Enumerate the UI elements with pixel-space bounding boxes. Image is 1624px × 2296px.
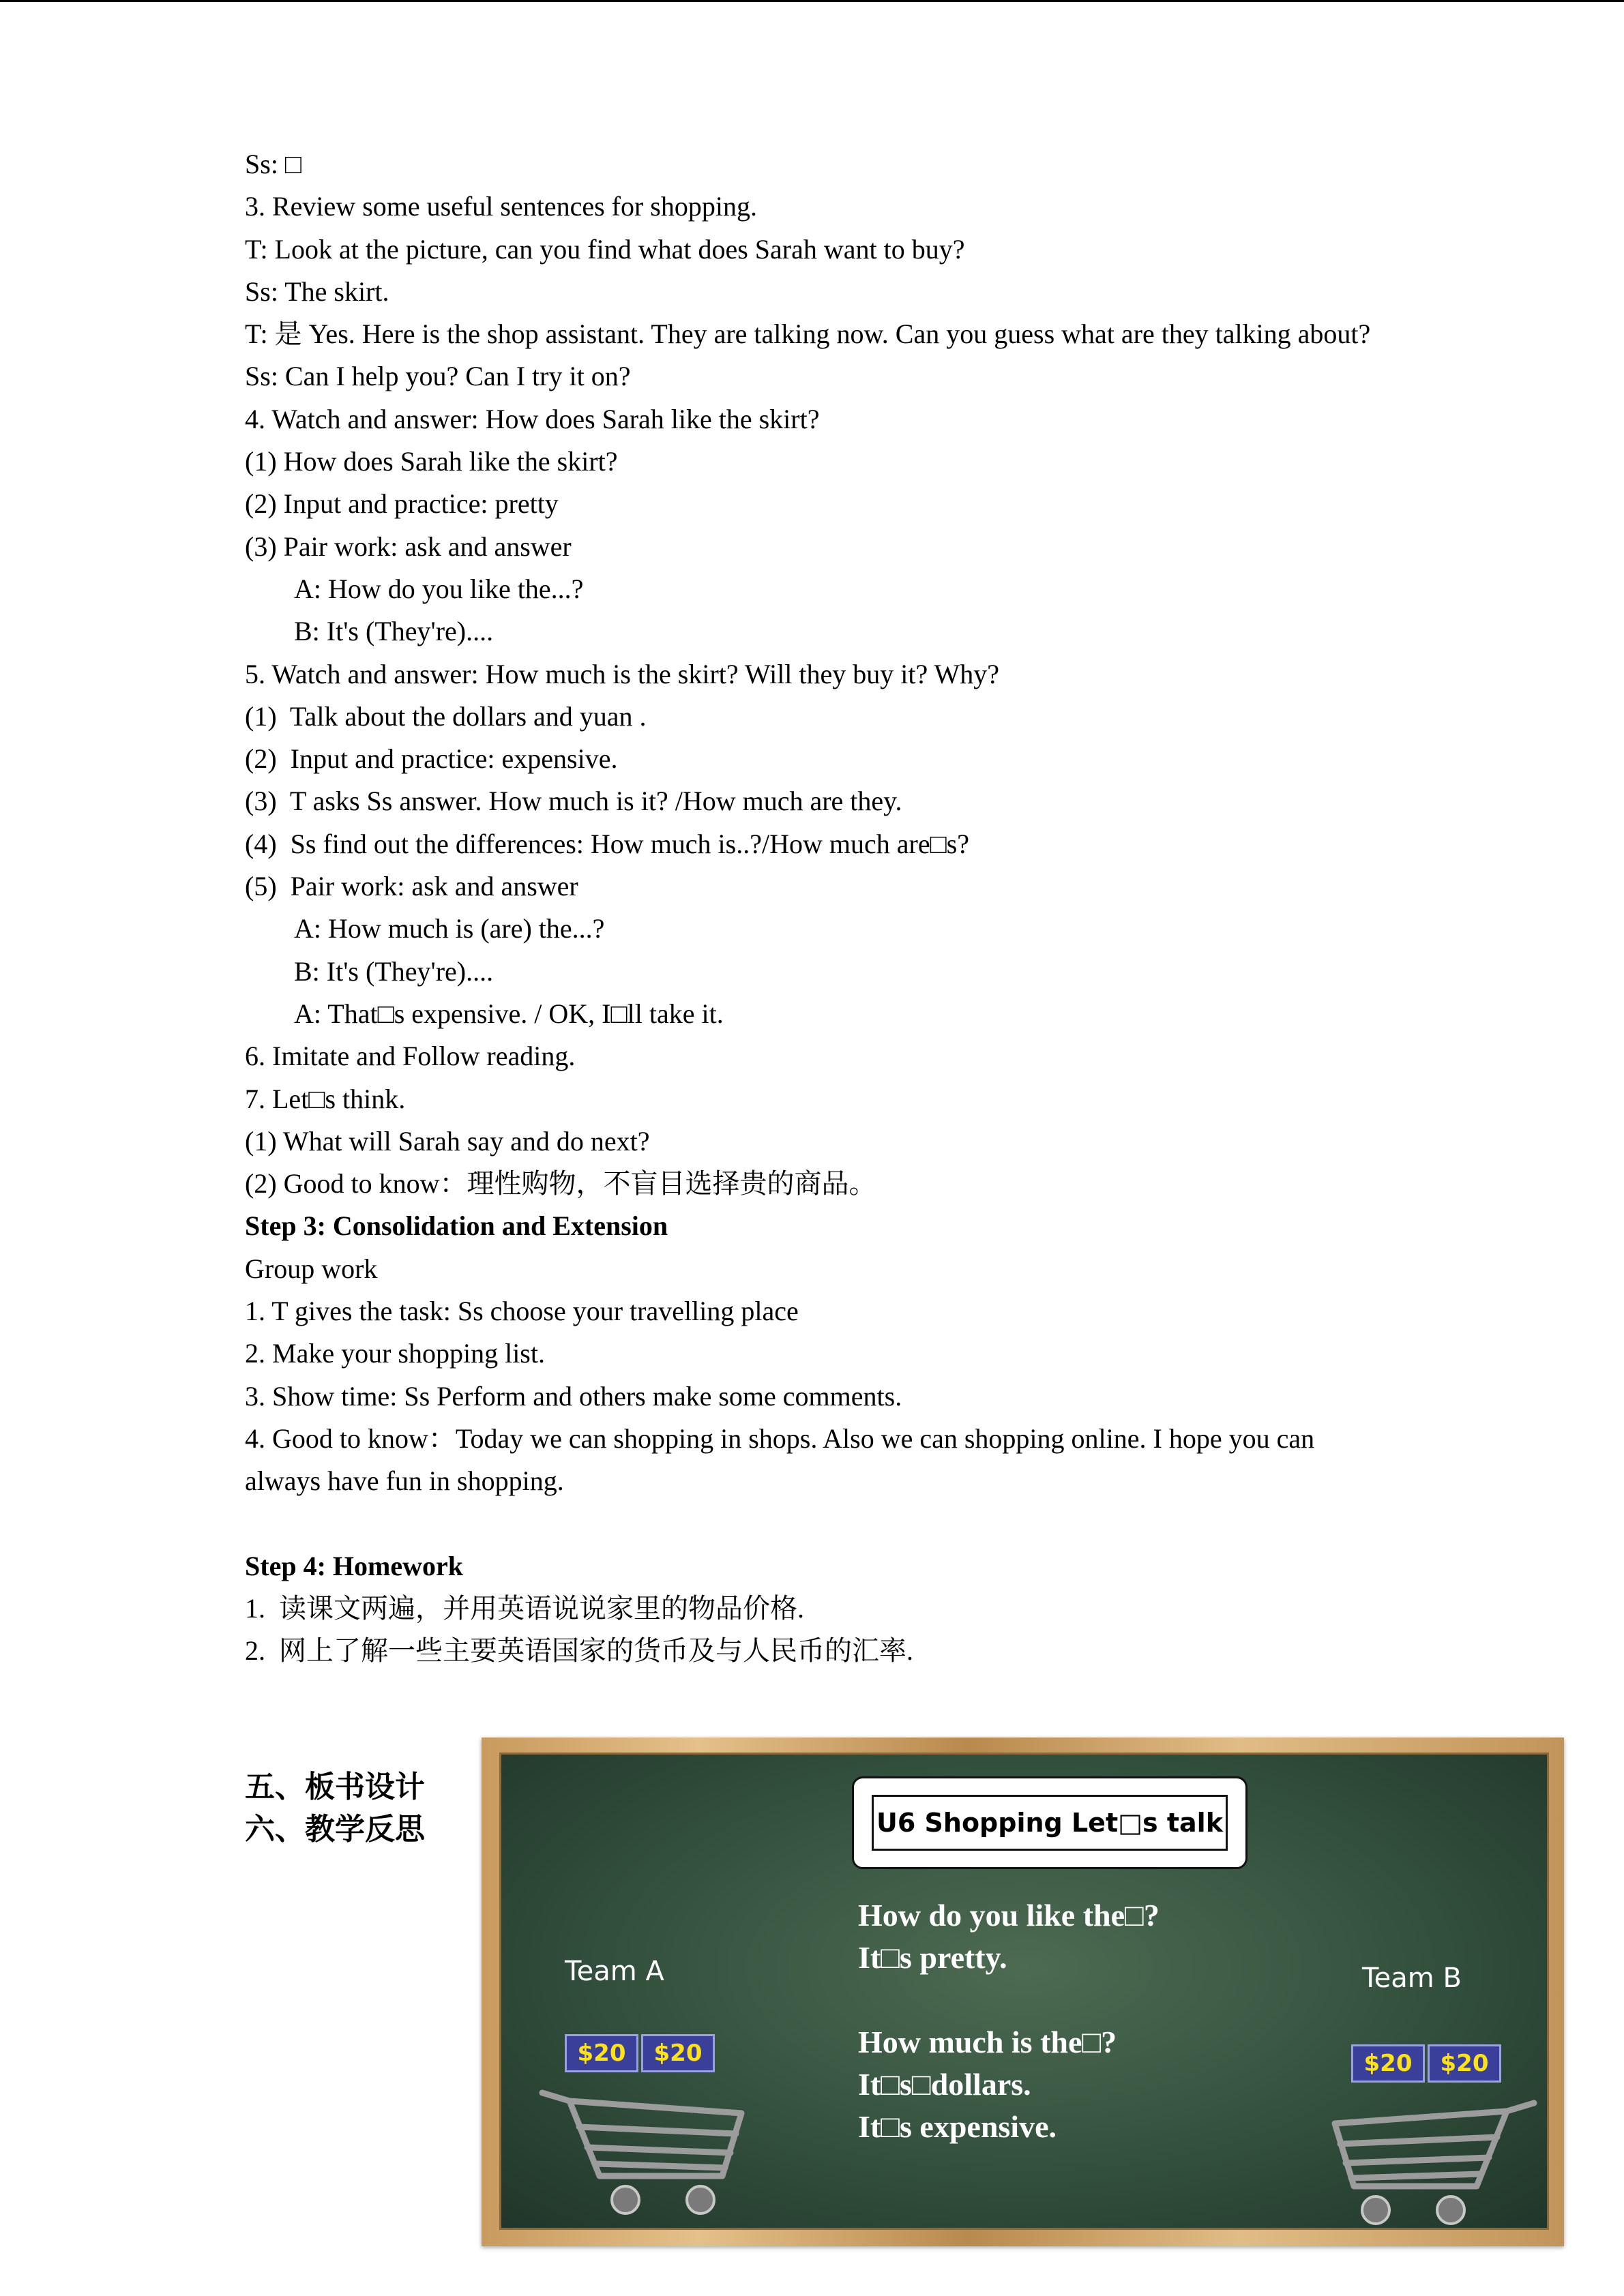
board-sentences [858,1894,1160,2148]
section-titles [245,1766,425,1851]
text-line: T: Look at the picture, can you find what does Sarah want to buy? [245,233,965,265]
reflection-heading: 六、教学反思 [245,1812,425,1847]
board-sentence: How do you like the□? [858,1898,1160,1933]
text-line: (3) T asks Ss answer. How much is it? /How much are they. [245,786,902,817]
text-line: (5) Pair work: ask and answer [245,871,578,902]
text-line: 4. Good to know：Today we can shopping in shops. Also we can shopping online. I hope you can always have fun in shopping. [245,1422,1315,1497]
blackboard-surface [499,1753,1549,2230]
text-line: Ss: Can I help you? Can I try it on? [245,361,631,392]
shopping-cart-icon [537,2074,755,2217]
text-line: 5. Watch and answer: How much is the skirt? Will they buy it? Why? [245,658,1000,689]
text-line: (3) Pair work: ask and answer [245,531,572,562]
text-line: (2) Input and practice: expensive. [245,743,618,775]
text-line: Ss: □ [245,149,302,179]
lesson-body [245,143,1391,1673]
team-b-label: Team B [1362,1963,1462,1994]
text-line: B: It's (They're).... [294,955,494,987]
team-a-price-tags [565,2034,715,2072]
text-line: 2. Make your shopping list. [245,1338,545,1369]
text-line: 6. Imitate and Follow reading. [245,1041,576,1072]
text-line: (2) Input and practice: pretty [245,488,559,520]
text-line: 4. Watch and answer: How does Sarah like the skirt? [245,403,820,434]
spacer [245,1503,1391,1545]
text-line: 3. Show time: Ss Perform and others make some comments. [245,1380,902,1412]
text-line: 3. Review some useful sentences for shopping. [245,191,757,222]
text-line: T: 是 Yes. Here is the shop assistant. They are talking now. Can you guess what are they talking about? [245,318,1371,350]
text-line: (4) Ss find out the differences: How much is..?/How much are□s? [245,828,970,859]
price-tag: $20 [1351,2044,1425,2083]
board-title-plaque [852,1776,1247,1869]
board-sentence: How much is the□? [858,2025,1117,2059]
price-tag: $20 [641,2034,715,2072]
text-line: 1. T gives the task: Ss choose your travelling place [245,1296,799,1327]
spacer [858,1979,1160,2021]
board-sentence: It□s expensive. [858,2109,1057,2144]
step-heading: Step 3: Consolidation and Extension [245,1210,668,1242]
text-line: B: It's (They're).... [294,616,494,647]
text-line: 2. 网上了解一些主要英语国家的货币及与人民币的汇率. [245,1635,913,1667]
text-line: (1) Talk about the dollars and yuan . [245,700,647,732]
text-line: A: How much is (are) the...? [294,913,605,944]
board-design-heading: 五、板书设计 [245,1770,425,1804]
price-tag: $20 [1428,2044,1501,2083]
team-b-price-tags [1351,2044,1501,2083]
text-line: (1) How does Sarah like the skirt? [245,446,618,477]
text-line: A: That□s expensive. / OK, I□ll take it. [294,998,724,1029]
board-title: U6 Shopping Let□s talk [872,1795,1228,1851]
shopping-cart-icon [1321,2084,1539,2227]
price-tag: $20 [565,2034,638,2072]
text-line: (2) Good to know：理性购物，不盲目选择贵的商品。 [245,1168,876,1199]
text-line: A: How do you like the...? [294,573,584,604]
board-sentence: It□s□dollars. [858,2067,1031,2102]
text-line: (1) What will Sarah say and do next? [245,1125,650,1157]
text-line: 7. Let□s think. [245,1083,406,1114]
step-heading: Step 4: Homework [245,1550,463,1581]
text-line: 1. 读课文两遍，并用英语说说家里的物品价格. [245,1593,804,1624]
top-border [0,0,1624,2]
blackboard [482,1738,1564,2246]
team-a-label: Team A [565,1956,664,1987]
text-line: Ss: The skirt. [245,275,389,307]
text-line: Group work [245,1253,378,1284]
board-sentence: It□s pretty. [858,1940,1007,1975]
